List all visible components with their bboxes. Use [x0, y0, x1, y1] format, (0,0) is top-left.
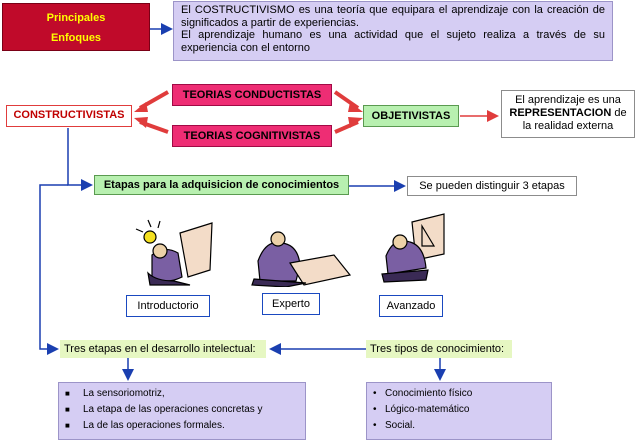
etapas-adquisicion-box: Etapas para la adquisicion de conocimientos: [94, 175, 349, 195]
tipos-conocimiento-title: Tres tipos de conocimiento:: [366, 340, 512, 358]
list-item: • Lógico-matemático: [373, 403, 470, 415]
line-to-desarrollo: [40, 185, 68, 349]
thinker-lightbulb-figure: [130, 215, 220, 287]
representacion-line-4: la realidad externa: [522, 120, 614, 132]
principales-enfoques-title: [2, 3, 150, 51]
title-line-2: Enfoques: [50, 32, 102, 44]
etapa-avanzado: Avanzado: [379, 295, 443, 317]
square-bullet-icon: ■: [65, 404, 70, 414]
representacion-keyword: REPRESENTACION: [509, 107, 612, 119]
definition-paragraph-2: El aprendizaje humano es una actividad que el sujeto realiza a través de su experiencia con el entorno: [181, 29, 605, 55]
dot-bullet-icon: •: [373, 403, 377, 415]
advanced-figure: [378, 210, 452, 286]
teorias-cognitivistas-box: TEORIAS COGNITIVISTAS: [172, 125, 332, 147]
teorias-conductistas-box: TEORIAS CONDUCTISTAS: [172, 84, 332, 106]
dot-bullet-icon: •: [373, 419, 377, 431]
representacion-suffix: de: [611, 107, 627, 119]
square-bullet-icon: ■: [65, 388, 70, 398]
expert-reading-figure: [246, 225, 356, 287]
definition-paragraph-1: El COSTRUCTIVISMO es una teoría que equipara el aprendizaje con la creación de significados a partir de experiencias.: [181, 4, 605, 29]
square-bullet-icon: ■: [65, 420, 70, 430]
tres-etapas-box: Se pueden distinguir 3 etapas: [407, 176, 577, 196]
etapa-introductorio: Introductorio: [126, 295, 210, 317]
constructivistas-box: CONSTRUCTIVISTAS: [6, 105, 132, 127]
constructivismo-definition: [173, 1, 613, 61]
representacion-box: [501, 90, 635, 138]
etapa-experto: Experto: [262, 293, 320, 315]
desarrollo-intelectual-list: [58, 382, 306, 440]
dot-bullet-icon: •: [373, 387, 377, 399]
representacion-line-1: El aprendizaje es una: [515, 94, 621, 106]
tipos-conocimiento-list: [366, 382, 552, 440]
objetivistas-box: OBJETIVISTAS: [363, 105, 459, 127]
list-item: ■ La etapa de las operaciones concretas y: [65, 403, 263, 415]
list-item: ■ La de las operaciones formales.: [65, 419, 225, 431]
line-constructivistas-to-etapas: [68, 128, 90, 185]
list-item: ■ La sensoriomotriz,: [65, 387, 165, 399]
title-line-1: Principales: [46, 12, 106, 24]
list-item: • Social.: [373, 419, 416, 431]
desarrollo-intelectual-title: Tres etapas en el desarrollo intelectual:: [60, 340, 266, 358]
list-item: • Conocimiento físico: [373, 387, 473, 399]
